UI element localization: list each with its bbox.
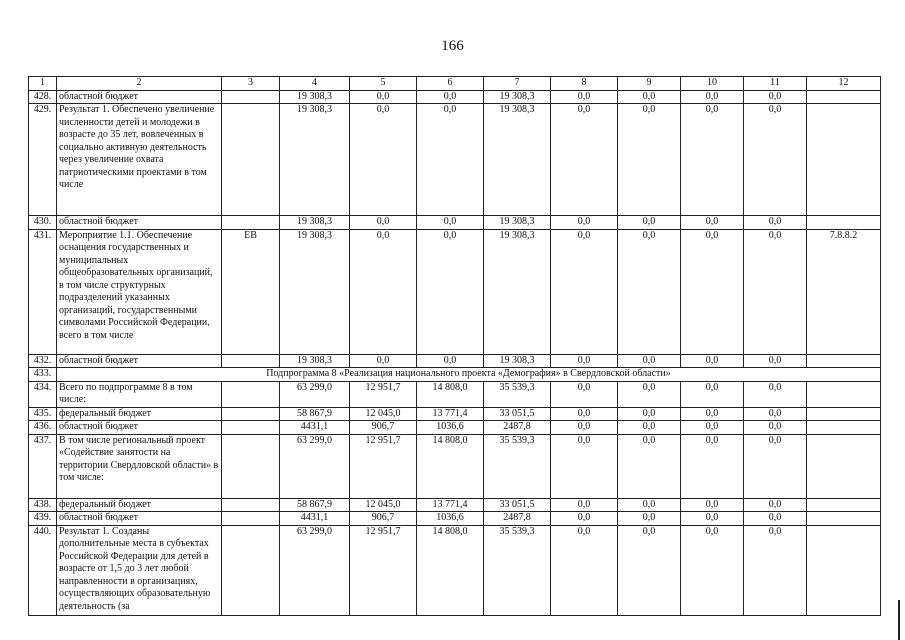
row-number-cell: 438. [29,498,57,512]
year-4-cell: 0,0 [551,434,618,498]
row-number-cell: 431. [29,229,57,354]
table-row [29,421,881,435]
year-6-cell: 0,0 [681,381,744,407]
year-2-cell: 14 808,0 [417,381,484,407]
year-3-cell: 19 308,3 [484,90,551,104]
year-2-cell: 0,0 [417,104,484,216]
table-row [29,512,881,526]
row-number-cell: 436. [29,421,57,435]
code-cell [222,104,280,216]
year-7-cell: 0,0 [744,229,807,354]
year-4-cell: 0,0 [551,498,618,512]
year-1-cell: 0,0 [350,229,417,354]
target-ref-cell [807,354,881,368]
year-2-cell: 14 808,0 [417,434,484,498]
target-ref-cell [807,104,881,216]
row-number-cell: 430. [29,216,57,230]
header-cell-year-2: 6 [417,77,484,91]
table-row [29,90,881,104]
year-1-cell: 0,0 [350,354,417,368]
target-ref-cell [807,498,881,512]
year-1-cell: 0,0 [350,216,417,230]
year-5-cell: 0,0 [618,498,681,512]
item-name-cell: федеральный бюджет [57,407,222,421]
item-name-cell: областной бюджет [57,512,222,526]
total-cell: 63 299,0 [280,525,350,615]
year-7-cell: 0,0 [744,354,807,368]
budget-table [28,76,881,616]
target-ref-cell [807,434,881,498]
year-2-cell: 0,0 [417,90,484,104]
header-cell-target-ref: 12 [807,77,881,91]
year-6-cell: 0,0 [681,421,744,435]
row-number-cell: 433. [29,368,57,382]
year-4-cell: 0,0 [551,381,618,407]
year-2-cell: 0,0 [417,354,484,368]
year-6-cell: 0,0 [681,407,744,421]
code-cell [222,407,280,421]
header-cell-item-name: 2 [57,77,222,91]
year-7-cell: 0,0 [744,381,807,407]
year-7-cell: 0,0 [744,525,807,615]
year-7-cell: 0,0 [744,216,807,230]
year-3-cell: 2487,8 [484,421,551,435]
year-3-cell: 33 051,5 [484,407,551,421]
year-5-cell: 0,0 [618,512,681,526]
header-cell-year-4: 8 [551,77,618,91]
year-5-cell: 0,0 [618,104,681,216]
year-3-cell: 19 308,3 [484,354,551,368]
year-2-cell: 13 771,4 [417,407,484,421]
code-cell [222,354,280,368]
target-ref-cell [807,90,881,104]
total-cell: 58 867,9 [280,498,350,512]
header-cell-year-5: 9 [618,77,681,91]
year-3-cell: 35 539,3 [484,434,551,498]
code-cell [222,512,280,526]
header-cell-year-3: 7 [484,77,551,91]
year-5-cell: 0,0 [618,434,681,498]
total-cell: 19 308,3 [280,90,350,104]
year-2-cell: 13 771,4 [417,498,484,512]
row-number-cell: 432. [29,354,57,368]
year-4-cell: 0,0 [551,421,618,435]
item-name-cell: областной бюджет [57,354,222,368]
table-row [29,216,881,230]
code-cell [222,90,280,104]
total-cell: 4431,1 [280,421,350,435]
target-ref-cell: 7.8.8.2 [807,229,881,354]
year-3-cell: 35 539,3 [484,525,551,615]
year-4-cell: 0,0 [551,90,618,104]
year-5-cell: 0,0 [618,381,681,407]
table-row [29,407,881,421]
table-row [29,229,881,354]
table-row [29,525,881,615]
year-5-cell: 0,0 [618,90,681,104]
header-cell-year-7: 11 [744,77,807,91]
code-cell [222,525,280,615]
year-6-cell: 0,0 [681,434,744,498]
year-7-cell: 0,0 [744,104,807,216]
target-ref-cell [807,525,881,615]
table-row [29,104,881,216]
header-cell-year-1: 5 [350,77,417,91]
year-4-cell: 0,0 [551,104,618,216]
header-cell-row-number: 1 [29,77,57,91]
row-number-cell: 435. [29,407,57,421]
code-cell [222,421,280,435]
year-6-cell: 0,0 [681,90,744,104]
total-cell: 19 308,3 [280,229,350,354]
year-3-cell: 19 308,3 [484,229,551,354]
year-5-cell: 0,0 [618,525,681,615]
year-5-cell: 0,0 [618,354,681,368]
total-cell: 63 299,0 [280,434,350,498]
code-cell: EB [222,229,280,354]
row-number-cell: 429. [29,104,57,216]
year-1-cell: 12 951,7 [350,434,417,498]
year-4-cell: 0,0 [551,525,618,615]
year-6-cell: 0,0 [681,216,744,230]
item-name-cell: Мероприятие 1.1. Обеспечение оснащения государственных и муниципальных общеобразовательных организаций, в том числе структурных подразделений указанных организаций, государственными символами Российской Федерации, всего в том числе [57,229,222,354]
total-cell: 58 867,9 [280,407,350,421]
year-3-cell: 19 308,3 [484,216,551,230]
item-name-cell: Результат 1. Созданы дополнительные места в субъектах Российской Федерации для детей в возрасте от 1,5 до 3 лет любой направленности в организациях, осуществляющих образовательную деятельность (за [57,525,222,615]
year-1-cell: 12 951,7 [350,525,417,615]
item-name-cell: Результат 1. Обеспечено увеличение численности детей и молодежи в возрасте до 35 лет, вовлеченных в социально активную деятельность через увеличение охвата патриотическими проектами в том числе [57,104,222,216]
target-ref-cell [807,512,881,526]
year-1-cell: 0,0 [350,90,417,104]
year-6-cell: 0,0 [681,229,744,354]
target-ref-cell [807,381,881,407]
year-4-cell: 0,0 [551,216,618,230]
total-cell: 4431,1 [280,512,350,526]
table-row [29,434,881,498]
year-7-cell: 0,0 [744,498,807,512]
target-ref-cell [807,407,881,421]
year-2-cell: 1036,6 [417,421,484,435]
year-3-cell: 2487,8 [484,512,551,526]
header-cell-code: 3 [222,77,280,91]
year-7-cell: 0,0 [744,512,807,526]
item-name-cell: областной бюджет [57,421,222,435]
year-2-cell: 14 808,0 [417,525,484,615]
code-cell [222,434,280,498]
year-6-cell: 0,0 [681,512,744,526]
year-2-cell: 0,0 [417,216,484,230]
subprogram-row [29,368,881,382]
year-1-cell: 12 045,0 [350,498,417,512]
total-cell: 19 308,3 [280,354,350,368]
code-cell [222,498,280,512]
table-row [29,354,881,368]
year-1-cell: 12 045,0 [350,407,417,421]
total-cell: 19 308,3 [280,104,350,216]
year-1-cell: 906,7 [350,512,417,526]
year-7-cell: 0,0 [744,90,807,104]
year-3-cell: 19 308,3 [484,104,551,216]
header-cell-total: 4 [280,77,350,91]
year-4-cell: 0,0 [551,407,618,421]
row-number-cell: 439. [29,512,57,526]
year-6-cell: 0,0 [681,498,744,512]
item-name-cell: федеральный бюджет [57,498,222,512]
item-name-cell: областной бюджет [57,216,222,230]
year-6-cell: 0,0 [681,354,744,368]
target-ref-cell [807,216,881,230]
year-1-cell: 12 951,7 [350,381,417,407]
code-cell [222,216,280,230]
year-3-cell: 35 539,3 [484,381,551,407]
year-7-cell: 0,0 [744,407,807,421]
year-3-cell: 33 051,5 [484,498,551,512]
year-6-cell: 0,0 [681,525,744,615]
row-number-cell: 428. [29,90,57,104]
year-6-cell: 0,0 [681,104,744,216]
year-5-cell: 0,0 [618,229,681,354]
year-5-cell: 0,0 [618,407,681,421]
table-header-row [29,77,881,91]
subprogram-title-cell: Подпрограмма 8 «Реализация национального проекта «Демография» в Свердловской области» [57,368,881,382]
year-2-cell: 1036,6 [417,512,484,526]
year-2-cell: 0,0 [417,229,484,354]
table-row [29,381,881,407]
year-7-cell: 0,0 [744,434,807,498]
year-4-cell: 0,0 [551,354,618,368]
row-number-cell: 440. [29,525,57,615]
year-1-cell: 906,7 [350,421,417,435]
header-cell-year-6: 10 [681,77,744,91]
year-4-cell: 0,0 [551,229,618,354]
scan-edge-mark [898,600,900,640]
year-5-cell: 0,0 [618,216,681,230]
item-name-cell: Всего по подпрограмме 8 в том числе: [57,381,222,407]
code-cell [222,381,280,407]
table-row [29,498,881,512]
target-ref-cell [807,421,881,435]
year-7-cell: 0,0 [744,421,807,435]
year-5-cell: 0,0 [618,421,681,435]
year-4-cell: 0,0 [551,512,618,526]
page-number: 166 [441,38,464,54]
item-name-cell: В том числе региональный проект «Содействие занятости на территории Свердловской области» в том числе: [57,434,222,498]
total-cell: 63 299,0 [280,381,350,407]
year-1-cell: 0,0 [350,104,417,216]
row-number-cell: 437. [29,434,57,498]
item-name-cell: областной бюджет [57,90,222,104]
row-number-cell: 434. [29,381,57,407]
total-cell: 19 308,3 [280,216,350,230]
